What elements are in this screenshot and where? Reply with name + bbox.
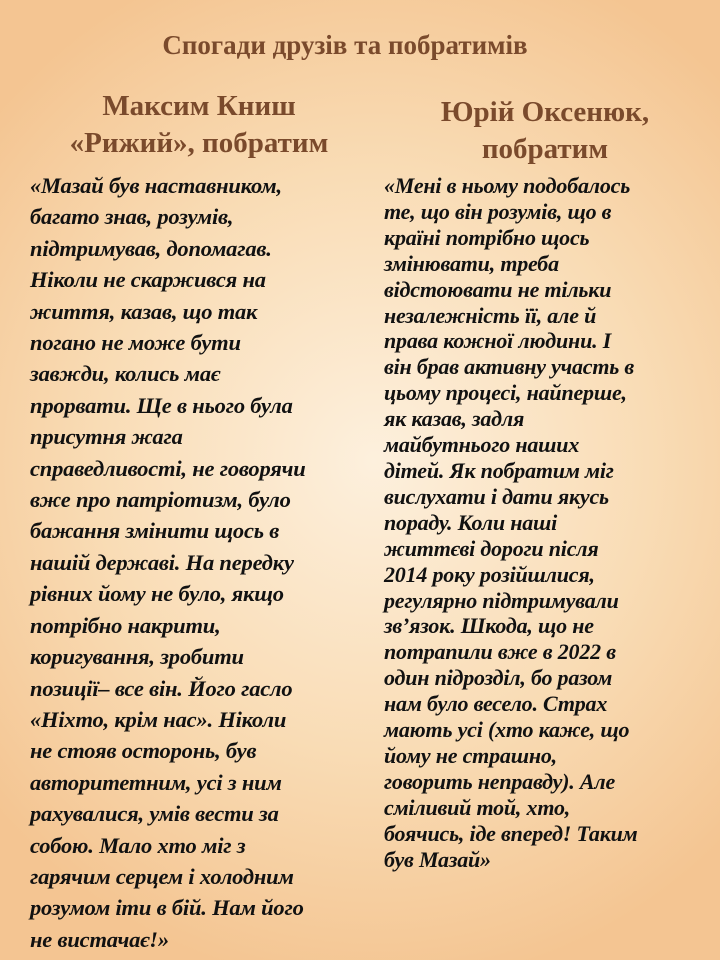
left-quote xyxy=(30,170,370,955)
right-column-heading xyxy=(380,94,710,168)
quote-line: боячись, іде вперед! Таким xyxy=(384,820,638,846)
quote-line: говорить неправду). Але xyxy=(384,768,616,794)
quote-line: зв’язок. Шкода, що не xyxy=(384,613,594,639)
right-heading-name: Юрій Оксенюк, xyxy=(440,96,650,128)
quote-line: йому не страшно, xyxy=(384,742,557,768)
quote-line: нам було весело. Страх xyxy=(384,691,608,717)
quote-line: не вистачає!» xyxy=(30,926,169,952)
quote-line: коригування, зробити xyxy=(30,644,244,670)
quote-line: життя, казав, що так xyxy=(30,298,258,324)
quote-line: Ніколи не скаржився на xyxy=(30,267,266,293)
quote-line: життєві дороги після xyxy=(384,535,599,561)
quote-line: 2014 року розійшлися, xyxy=(384,561,595,587)
quote-line: нашій державі. На передку xyxy=(30,549,294,575)
right-heading-role: побратим xyxy=(481,133,609,165)
quote-line: не стояв осторонь, був xyxy=(30,738,257,764)
quote-line: «Мені в ньому подобалось xyxy=(384,173,631,198)
quote-line: гарячим серцем і холодним xyxy=(30,863,294,889)
quote-line: собою. Мало хто міг з xyxy=(30,832,246,858)
left-heading-role: «Рижий», побратим xyxy=(69,127,329,159)
quote-line: як казав, задля xyxy=(384,406,525,432)
quote-line: «Ніхто, крім нас». Ніколи xyxy=(30,706,287,732)
quote-line: рівних йому не було, якщо xyxy=(30,581,284,607)
quote-line: цьому процесі, найперше, xyxy=(384,380,627,406)
quote-line: завжди, колись має xyxy=(30,361,221,387)
left-heading-name: Максим Книш xyxy=(102,90,296,122)
quote-line: сміливий той, хто, xyxy=(384,794,571,820)
quote-line: потрапили вже в 2022 в xyxy=(384,639,616,665)
quote-line: був Мазай» xyxy=(384,846,491,872)
quote-line: бажання змінити щось в xyxy=(30,518,280,544)
quote-line: підтримував, допомагав. xyxy=(30,235,272,261)
quote-line: регулярно підтримували xyxy=(384,587,619,613)
quote-line: авторитетним, усі з ним xyxy=(30,769,282,795)
quote-line: вислухати і дати якусь xyxy=(384,483,609,509)
quote-line: незалежність її, але й xyxy=(384,302,597,328)
quote-line: права кожної людини. І xyxy=(384,328,612,354)
quote-line: справедливості, не говорячи xyxy=(30,455,306,481)
quote-line: присутня жага xyxy=(30,424,183,450)
quote-line: пораду. Коли наші xyxy=(384,509,558,535)
right-quote xyxy=(384,173,714,872)
quote-line: потрібно накрити, xyxy=(30,612,221,638)
quote-line: рахувалися, умів вести за xyxy=(30,801,279,827)
quote-line: погано не може бути xyxy=(30,330,241,356)
quote-line: відстоювати не тільки xyxy=(384,276,612,302)
quote-line: розумом іти в бій. Нам його xyxy=(30,895,304,921)
quote-line: майбутнього наших xyxy=(384,432,580,458)
quote-line: «Мазай був наставником, xyxy=(30,173,282,198)
quote-line: один підрозділ, бо разом xyxy=(384,665,613,691)
quote-line: позиції– все він. Його гасло xyxy=(30,675,293,701)
quote-line: те, що він розумів, що в xyxy=(384,198,612,224)
left-column-heading xyxy=(34,88,364,162)
quote-line: багато знав, розумів, xyxy=(30,204,234,230)
quote-line: прорвати. Ще в нього була xyxy=(30,392,293,418)
slide-title: Спогади друзів та побратимів xyxy=(162,30,528,60)
quote-line: вже про патріотизм, було xyxy=(30,487,291,513)
quote-line: мають усі (хто каже, що xyxy=(384,717,630,743)
quote-line: дітей. Як побратим міг xyxy=(384,457,614,483)
quote-line: змінювати, треба xyxy=(384,250,559,276)
quote-line: країні потрібно щось xyxy=(384,224,590,250)
quote-line: він брав активну участь в xyxy=(384,354,635,380)
